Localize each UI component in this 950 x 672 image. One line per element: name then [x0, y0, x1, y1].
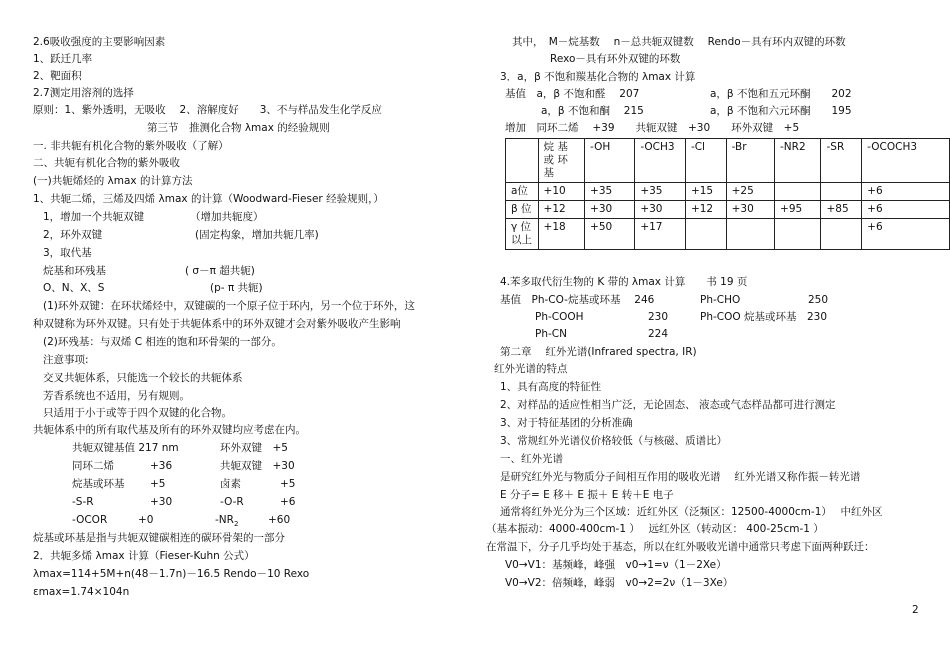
text-line: 4.苯多取代衍生物的 K 带的 λmax 计算 书 19 页: [500, 276, 748, 288]
grid-cell: 同环二烯: [72, 460, 114, 472]
table-header: -Cl: [685, 139, 726, 183]
grid-cell: 卤素: [220, 478, 241, 490]
text-line: 1，增加一个共轭双键: [43, 211, 145, 223]
grid-cell: 共轭双键基值 217 nm: [72, 442, 179, 454]
text-line: 224: [648, 328, 669, 340]
text-line: 在常温下，分子几乎均处于基态，所以在红外吸收光谱中通常只考虑下面两种跃迁：: [486, 541, 875, 553]
grid-cell: [215, 514, 238, 531]
text-line: 增加 同环二烯 +39 共轭双键 +30 环外双键 +5: [505, 122, 800, 134]
text-line: 是研究红外光与物质分子间相互作用的吸收光谱 红外光谱又称作振－转光谱: [500, 471, 861, 483]
text-line: 种双键称为环外双键。只有处于共轭体系中的环外双键才会对紫外吸收产生影响: [33, 318, 401, 330]
grid-cell: -OCOR: [72, 514, 108, 526]
grid-cell: -O-R: [220, 496, 244, 508]
text-line: 注意事项:: [43, 354, 89, 366]
grid-cell: +60: [268, 514, 291, 526]
text-line: 只适用于小于或等于四个双键的化合物。: [43, 407, 232, 419]
formula-epsilon: εmax=1.74×104n: [33, 586, 130, 598]
table-cell: +6: [862, 219, 950, 250]
grid-cell: 烷基或环基: [72, 478, 125, 490]
nr-label: -NR: [215, 514, 234, 526]
table-cell: [685, 219, 726, 250]
table-cell: +35: [585, 183, 635, 201]
text-line: （增加共轭度）: [190, 211, 264, 223]
text-line: 其中， M－烷基数 n－总共轭双键数 Rendo－具有环内双键的环数: [512, 36, 846, 48]
table-header: -OCOCH3: [862, 139, 950, 183]
text-line: Rexo－具有环外双键的环数: [550, 53, 681, 65]
table-cell: +10: [538, 183, 584, 201]
text-line: 3、常规红外光谱仪价格较低（与核磁、质谱比）: [500, 435, 728, 447]
text-line: O、N、X、S: [43, 282, 105, 294]
heading-2-6: 2.6吸收强度的主要影响因素: [33, 36, 166, 48]
table-header: -OH: [585, 139, 635, 183]
nr-subscript: 2: [233, 520, 239, 529]
table-corner: [506, 139, 539, 183]
text-line: 2、对样品的适应性相当广泛，无论固态、 液态或气态样品都可进行测定: [500, 399, 836, 411]
substituent-table: [505, 138, 950, 250]
text-line: Ph-COOH: [535, 311, 584, 323]
table-cell: +12: [538, 201, 584, 219]
grid-cell: 共轭双键 +30: [220, 460, 295, 472]
table-cell: [775, 183, 821, 201]
grid-cell: +6: [280, 496, 296, 508]
text-line: V0→V1：基频峰，峰强 v0→1=ν（1－2Xe）: [505, 559, 727, 571]
table-row: [506, 201, 950, 219]
text-line: (1)环外双键：在环状烯烃中，双键碳的一个原子位于环内，另一个位于环外，这: [43, 300, 415, 312]
text-line: 250: [808, 294, 829, 306]
table-cell: +30: [726, 201, 774, 219]
text-line: a，β 不饱和六元环酮 195: [710, 105, 852, 117]
grid-cell: +5: [280, 478, 296, 490]
text-line: 芳香系统也不适用，另有规则。: [43, 390, 190, 402]
table-cell: +95: [775, 201, 821, 219]
text-line: 共轭体系中的所有取代基及所有的环外双键均应考虑在内。: [33, 424, 306, 436]
text-line: 2，环外双键: [43, 229, 103, 241]
text-line: 二、共轭有机化合物的紫外吸收: [33, 157, 180, 169]
grid-cell: +5: [150, 478, 166, 490]
table-cell: [726, 219, 774, 250]
text-line: a，β 不饱和酮 215: [541, 105, 644, 117]
table-cell: +12: [685, 201, 726, 219]
text-line: 3，取代基: [43, 247, 92, 259]
text-line: 烷基或环基是指与共轭双键碳相连的碳环骨架的一部分: [33, 532, 285, 544]
text-line: 交叉共轭体系，只能选一个较长的共轭体系: [43, 372, 243, 384]
text-line: ( σ－π 超共轭): [185, 265, 255, 277]
text-line: 1、跃迁几率: [33, 53, 93, 65]
text-line: 原则：1、紫外透明，无吸收 2、溶解度好 3、不与样品发生化学反应: [33, 104, 382, 116]
text-line: 一、红外光谱: [500, 453, 563, 465]
text-line: Ph-COO 烷基或环基 230: [700, 311, 828, 323]
text-line: (固定构象，增加共轭几率): [195, 229, 319, 241]
table-cell: +50: [585, 219, 635, 250]
table-header: 烷 基 或 环 基: [538, 139, 584, 183]
text-line: (2)环残基：与双烯 C 相连的饱和环骨架的一部分。: [43, 336, 282, 348]
text-line: V0→V2：倍频峰，峰弱 v0→2=2ν（1－3Xe）: [505, 577, 734, 589]
text-line: 基值 a，β 不饱和醛 207: [505, 88, 640, 100]
table-cell: [775, 219, 821, 250]
table-cell: +18: [538, 219, 584, 250]
chapter-title: 第二章 红外光谱(Infrared spectra, IR): [500, 346, 697, 358]
table-row-label: a位: [506, 183, 539, 201]
table-cell: +30: [585, 201, 635, 219]
text-line: 通常将红外光分为三个区域：近红外区（泛频区：12500-4000cm-1） 中红外区: [500, 506, 883, 518]
text-line: 1、具有高度的特征性: [500, 381, 602, 393]
table-row-label: β 位: [506, 201, 539, 219]
table-header: -NR2: [775, 139, 821, 183]
text-line: 2、靶面积: [33, 70, 82, 82]
grid-cell: +36: [150, 460, 173, 472]
text-line: a，β 不饱和五元环酮 202: [710, 88, 852, 100]
text-line: (p- π 共轭): [210, 282, 263, 294]
table-row: [506, 183, 950, 201]
table-cell: [821, 183, 862, 201]
text-line: 3．a，β 不饱和羰基化合物的 λmax 计算: [500, 71, 696, 83]
table-cell: +85: [821, 201, 862, 219]
table-row: [506, 219, 950, 250]
text-line: （基本振动：4000-400cm-1 ） 远红外区（转动区： 400-25cm-1 ）: [486, 523, 824, 535]
table-header: -SR: [821, 139, 862, 183]
text-line: 2．共轭多烯 λmax 计算（Fieser-Kuhn 公式）: [33, 550, 255, 562]
text-line: 1、共轭二烯，三烯及四烯 λmax 的计算（Woodward-Fieser 经验规则，）: [33, 193, 384, 205]
text-line: 红外光谱的特点: [494, 363, 568, 375]
text-line: 230: [648, 311, 669, 323]
table-header-row: [506, 139, 950, 183]
section-title: 第三节 推测化合物 λmax 的经验规则: [147, 122, 330, 134]
table-cell: +35: [635, 183, 686, 201]
formula-lambda: λmax=114+5M+n(48－1.7n)－16.5 Rendo－10 Rexo: [33, 568, 310, 580]
table-row-label: γ 位 以上: [506, 219, 539, 250]
table-header: -OCH3: [635, 139, 686, 183]
table-cell: +6: [862, 183, 950, 201]
text-line: (一)共轭烯烃的 λmax 的计算方法: [33, 175, 193, 187]
text-line: Ph-CHO: [700, 294, 741, 306]
text-line: 一. 非共轭有机化合物的紫外吸收（了解）: [33, 140, 229, 152]
grid-cell: -S-R: [72, 496, 94, 508]
text-line: 3、对于特征基团的分析准确: [500, 417, 633, 429]
table-cell: +6: [862, 201, 950, 219]
text-line: E 分子= E 移＋ E 振＋ E 转＋E 电子: [500, 489, 674, 501]
table-cell: +25: [726, 183, 774, 201]
table-header: -Br: [726, 139, 774, 183]
text-line: 烷基和环残基: [43, 265, 106, 277]
table-cell: +17: [635, 219, 686, 250]
grid-cell: +0: [138, 514, 154, 526]
grid-cell: +30: [150, 496, 173, 508]
grid-cell: 环外双键 +5: [220, 442, 288, 454]
heading-2-7: 2.7测定用溶剂的选择: [33, 87, 134, 99]
page-number: 2: [912, 604, 919, 616]
text-line: 基值 Ph-CO-烷基或环基 246: [500, 294, 655, 306]
table-cell: +15: [685, 183, 726, 201]
table-cell: +30: [635, 201, 686, 219]
text-line: Ph-CN: [535, 328, 567, 340]
table-cell: [821, 219, 862, 250]
